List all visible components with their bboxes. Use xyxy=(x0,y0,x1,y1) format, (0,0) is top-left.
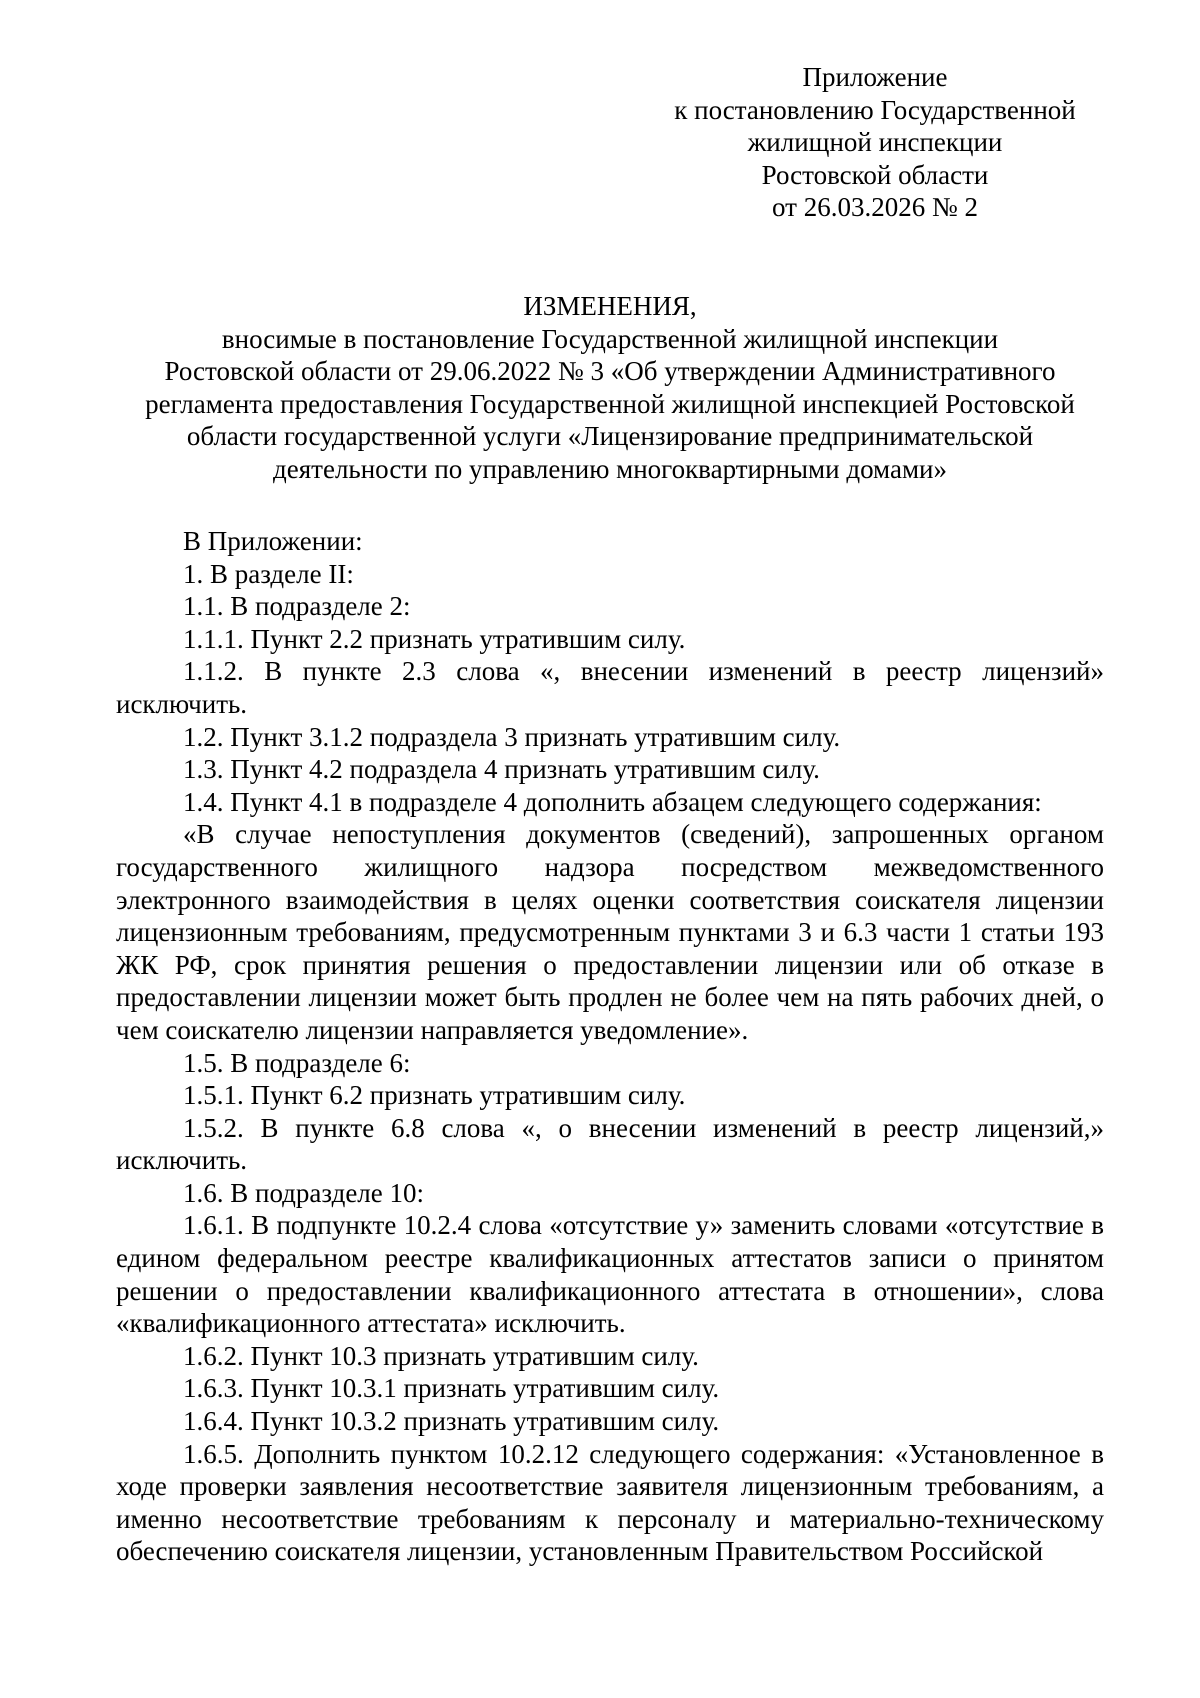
appendix-line: к постановлению Государственной xyxy=(674,94,1076,125)
body-paragraph: 1.5.1. Пункт 6.2 признать утратившим силу. xyxy=(183,1080,686,1111)
body-paragraph: 1.1.2. В пункте 2.3 слова «, внесении изменений в реестр лицензий» исключить. xyxy=(116,656,1104,719)
body-paragraph: 1.3. Пункт 4.2 подраздела 4 признать утратившим силу. xyxy=(183,754,820,785)
body-paragraph: В Приложении: xyxy=(183,526,363,556)
body-paragraph: 1.6.3. Пункт 10.3.1 признать утратившим силу. xyxy=(183,1373,720,1404)
appendix-header xyxy=(660,61,1090,224)
body-paragraph: 1.1.1. Пункт 2.2 признать утратившим силу. xyxy=(183,623,686,654)
title-line: области государственной услуги «Лицензирование предпринимательской xyxy=(186,421,1034,452)
body-paragraph: 1.6.4. Пункт 10.3.2 признать утратившим силу. xyxy=(183,1406,720,1437)
body-paragraph: 1.6.1. В подпункте 10.2.4 слова «отсутствие у» заменить словами «отсутствие в едином федеральном реестре квалификационных аттестатов записи о принятом решении о предоставлении квалификационного аттестата в отношении», слова «квалификационного аттестата» исключить. xyxy=(116,1210,1104,1339)
document-body xyxy=(116,525,1104,1568)
body-paragraph: 1.5.2. В пункте 6.8 слова «, о внесении изменений в реестр лицензий,» исключить. xyxy=(116,1112,1104,1176)
body-paragraph: 1.6. В подразделе 10: xyxy=(183,1177,425,1208)
body-paragraph: 1. В разделе II: xyxy=(183,558,354,589)
body-paragraph: 1.6.5. Дополнить пунктом 10.2.12 следующего содержания: «Установленное в ходе проверки заявления несоответствие заявителя лицензионным требованиям, а именно несоответствие требованиям к персоналу и материально-техническому обеспечению соискателя лицензии, установленным Правительством Российской xyxy=(116,1438,1104,1567)
appendix-line: Приложение xyxy=(802,62,948,92)
body-paragraph: 1.6.2. Пункт 10.3 признать утратившим силу. xyxy=(183,1340,699,1371)
body-paragraph: «В случае непоступления документов (сведений), запрошенных органом государственного жилищного надзора посредством межведомственного электронного взаимодействия в целях оценки соответствия соискателя лицензии лицензионным требованиям, предусмотренным пунктами 3 и 6.3 части 1 статьи 193 ЖК РФ, срок принятия решения о предоставлении лицензии или об отказе в предоставлении лицензии может быть продлен не более чем на пять рабочих дней, о чем соискателю лицензии направляется уведомление». xyxy=(116,819,1104,1045)
title-line: деятельности по управлению многоквартирными домами» xyxy=(273,453,947,484)
body-paragraph: 1.4. Пункт 4.1 в подразделе 4 дополнить абзацем следующего содержания: xyxy=(183,786,1042,817)
document-title xyxy=(110,290,1110,486)
title-line: Ростовской области от 29.06.2022 № 3 «Об утверждении Административного xyxy=(164,356,1056,387)
appendix-line: от 26.03.2026 № 2 xyxy=(772,192,978,223)
title-line: регламента предоставления Государственной жилищной инспекцией Ростовской xyxy=(145,388,1075,419)
title-heading: ИЗМЕНЕНИЯ, xyxy=(523,291,697,321)
title-line: вносимые в постановление Государственной жилищной инспекции xyxy=(221,323,999,354)
appendix-line: жилищной инспекции xyxy=(747,127,1003,158)
appendix-line: Ростовской области xyxy=(761,159,989,190)
body-paragraph: 1.1. В подразделе 2: xyxy=(183,591,411,622)
body-paragraph: 1.2. Пункт 3.1.2 подраздела 3 признать утратившим силу. xyxy=(183,721,841,752)
body-paragraph: 1.5. В подразделе 6: xyxy=(183,1047,411,1078)
